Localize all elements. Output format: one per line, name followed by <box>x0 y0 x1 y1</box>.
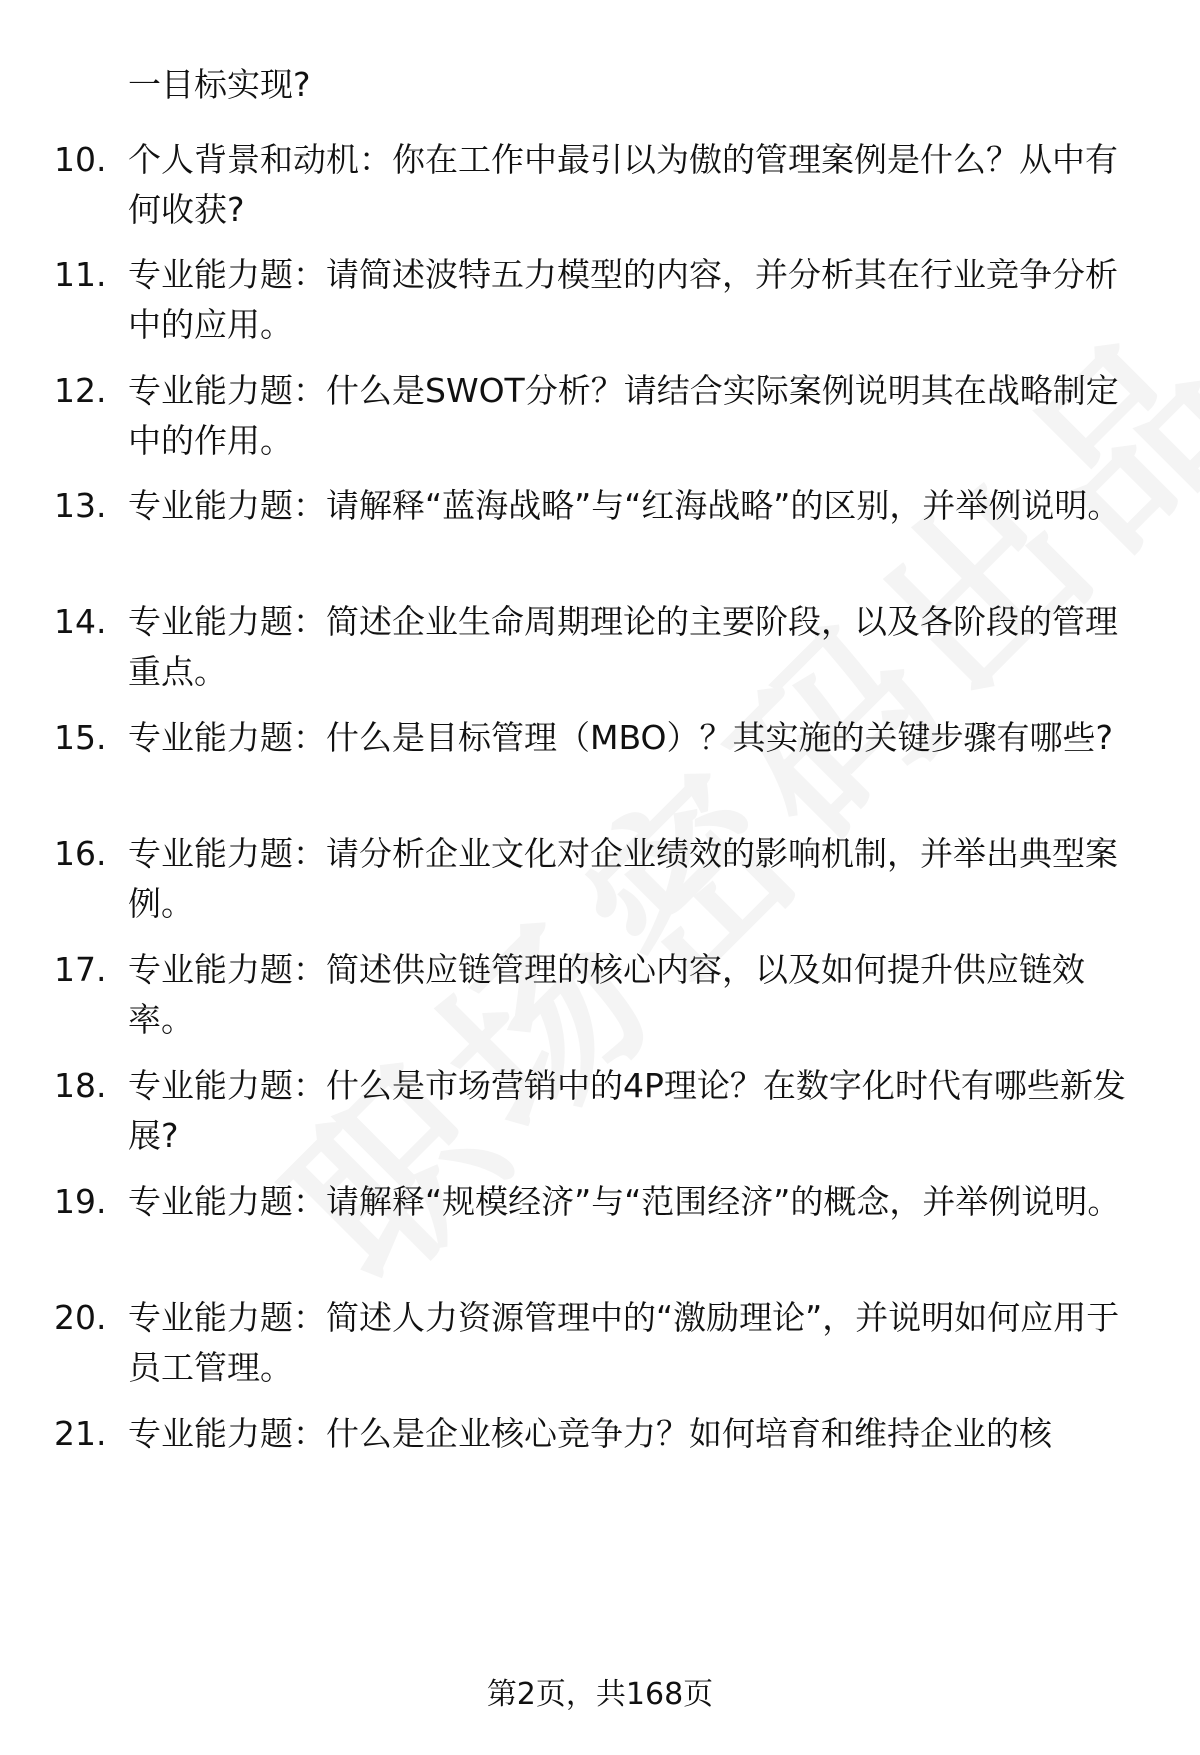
question-text: 专业能力题：请解释“规模经济”与“范围经济”的概念，并举例说明。 <box>128 1182 1121 1221</box>
question-number: 12. <box>54 371 107 410</box>
question-number: 21. <box>54 1414 107 1453</box>
page-number-footer: 第2页，共168页 <box>486 1677 714 1712</box>
question-text: 专业能力题：请解释“蓝海战略”与“红海战略”的区别，并举例说明。 <box>128 486 1121 525</box>
question-number: 17. <box>54 950 107 989</box>
question-number: 14. <box>54 602 107 641</box>
question-number: 11. <box>54 255 107 294</box>
question-text: 专业能力题：请分析企业文化对企业绩效的影响机制，并举出典型案例。 <box>128 834 1118 923</box>
question-text: 个人背景和动机：你在工作中最引以为傲的管理案例是什么？从中有何收获? <box>128 140 1118 229</box>
question-number: 16. <box>54 834 107 873</box>
question-text: 专业能力题：什么是SWOT分析？请结合实际案例说明其在战略制定中的作用。 <box>128 371 1119 460</box>
question-text: 专业能力题：请简述波特五力模型的内容，并分析其在行业竞争分析中的应用。 <box>128 255 1118 344</box>
question-number: 15. <box>54 718 107 757</box>
question-text: 专业能力题：什么是目标管理（MBO）？其实施的关键步骤有哪些? <box>128 718 1114 757</box>
continued-question-text: 一目标实现? <box>128 65 311 104</box>
question-number: 10. <box>54 140 107 179</box>
question-number: 19. <box>54 1182 107 1221</box>
question-text: 专业能力题：简述人力资源管理中的“激励理论”，并说明如何应用于员工管理。 <box>128 1298 1120 1387</box>
question-text: 专业能力题：简述供应链管理的核心内容，以及如何提升供应链效率。 <box>128 950 1085 1039</box>
question-text: 专业能力题：什么是市场营销中的4P理论？在数字化时代有哪些新发展? <box>128 1066 1126 1155</box>
question-text: 专业能力题：什么是企业核心竞争力？如何培育和维持企业的核 <box>128 1414 1052 1453</box>
question-number: 13. <box>54 486 107 525</box>
question-number: 18. <box>54 1066 107 1105</box>
question-number: 20. <box>54 1298 107 1337</box>
question-text: 专业能力题：简述企业生命周期理论的主要阶段，以及各阶段的管理重点。 <box>128 602 1118 691</box>
